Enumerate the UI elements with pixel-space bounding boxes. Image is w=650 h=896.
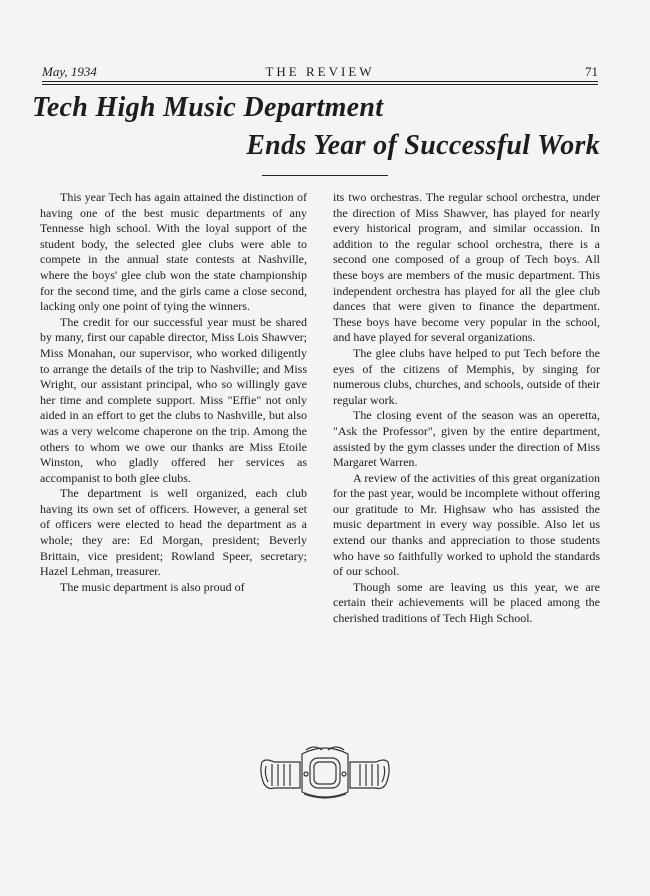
article-title-line-2: Ends Year of Successful Work	[246, 130, 600, 161]
paragraph: its two orchestras. The regular school orchestra, under the direction of Miss Shawver, has played for nearly every historical program, and similar occassion. In addition to the regular school orchestra, there is a second one composed of a group of Tech boys. All these boys are members of the music department. This independent orchestra has played for all the glee club dances that were given to finance the department. These boys have become very popular in the school, and have played for several organizations.	[333, 190, 600, 345]
scroll-ornament-icon	[258, 744, 392, 800]
paragraph: The credit for our successful year must be shared by many, first our capable director, Miss Lois Shawver; Miss Monahan, our supervisor, who worked diligently to arrange the details of the trip to Nashville; and Miss Wright, our assistant principal, who so willingly gave her time and complete support. Miss "Effie" not only aided in an effort to get the clubs to Nashville, but also was a very welcome chaperone on the trip. Among the others to whom we owe our thanks are Miss Etoile Winston, who gladly offered her services as accompanist to both glee clubs.	[40, 314, 307, 485]
publication-name: THE REVIEW	[265, 64, 375, 79]
paragraph: The music department is also proud of	[60, 579, 245, 594]
page-number: 71	[585, 64, 598, 79]
article-title-line-1: Tech High Music Department	[32, 92, 384, 123]
issue-date: May, 1934	[42, 64, 97, 79]
page-header	[42, 62, 598, 82]
paragraph: The department is well organized, each club having its own set of officers. However, a general set of officers were elected to head the department as a whole; they are: Ed Morgan, president; Beverly Brittain, vice president; Rowland Speer, secretary; Hazel Lehman, treasurer.	[40, 486, 307, 579]
paragraph: This year Tech has again attained the distinction of having one of the best music departments of any Tennesse high school. With the loyal support of the student body, the selected glee clubs were able to compete in the annual state contests at Nashville, where the boys' glee club won the state championship for the second time, and the girls came a close second, lacking only one point of tying the winners.	[40, 190, 307, 314]
title-divider	[262, 175, 388, 176]
paragraph: The glee clubs have helped to put Tech before the eyes of the citizens of Memphis, by singing for numerous clubs, churches, and schools, outside of their regular work.	[333, 345, 600, 407]
paragraph: The closing event of the season was an operetta, "Ask the Professor", given by the entire department, assisted by the gym classes under the direction of Miss Margaret Warren.	[333, 408, 600, 470]
article-column-left	[40, 190, 307, 595]
article-column-right	[333, 190, 600, 627]
header-rule-top	[42, 81, 598, 82]
paragraph: Though some are leaving us this year, we are certain their achievements will be placed among the cherished traditions of Tech High School.	[333, 579, 600, 626]
header-rule-bottom	[42, 84, 598, 85]
paragraph: A review of the activities of this great organization for the past year, would be incomplete without offering our gratitude to Mr. Highsaw who has assisted the music department in every way possible. Also let us extend our thanks and appreciation to those students who have so faithfully worked to uphold the standards of our school.	[333, 470, 600, 579]
